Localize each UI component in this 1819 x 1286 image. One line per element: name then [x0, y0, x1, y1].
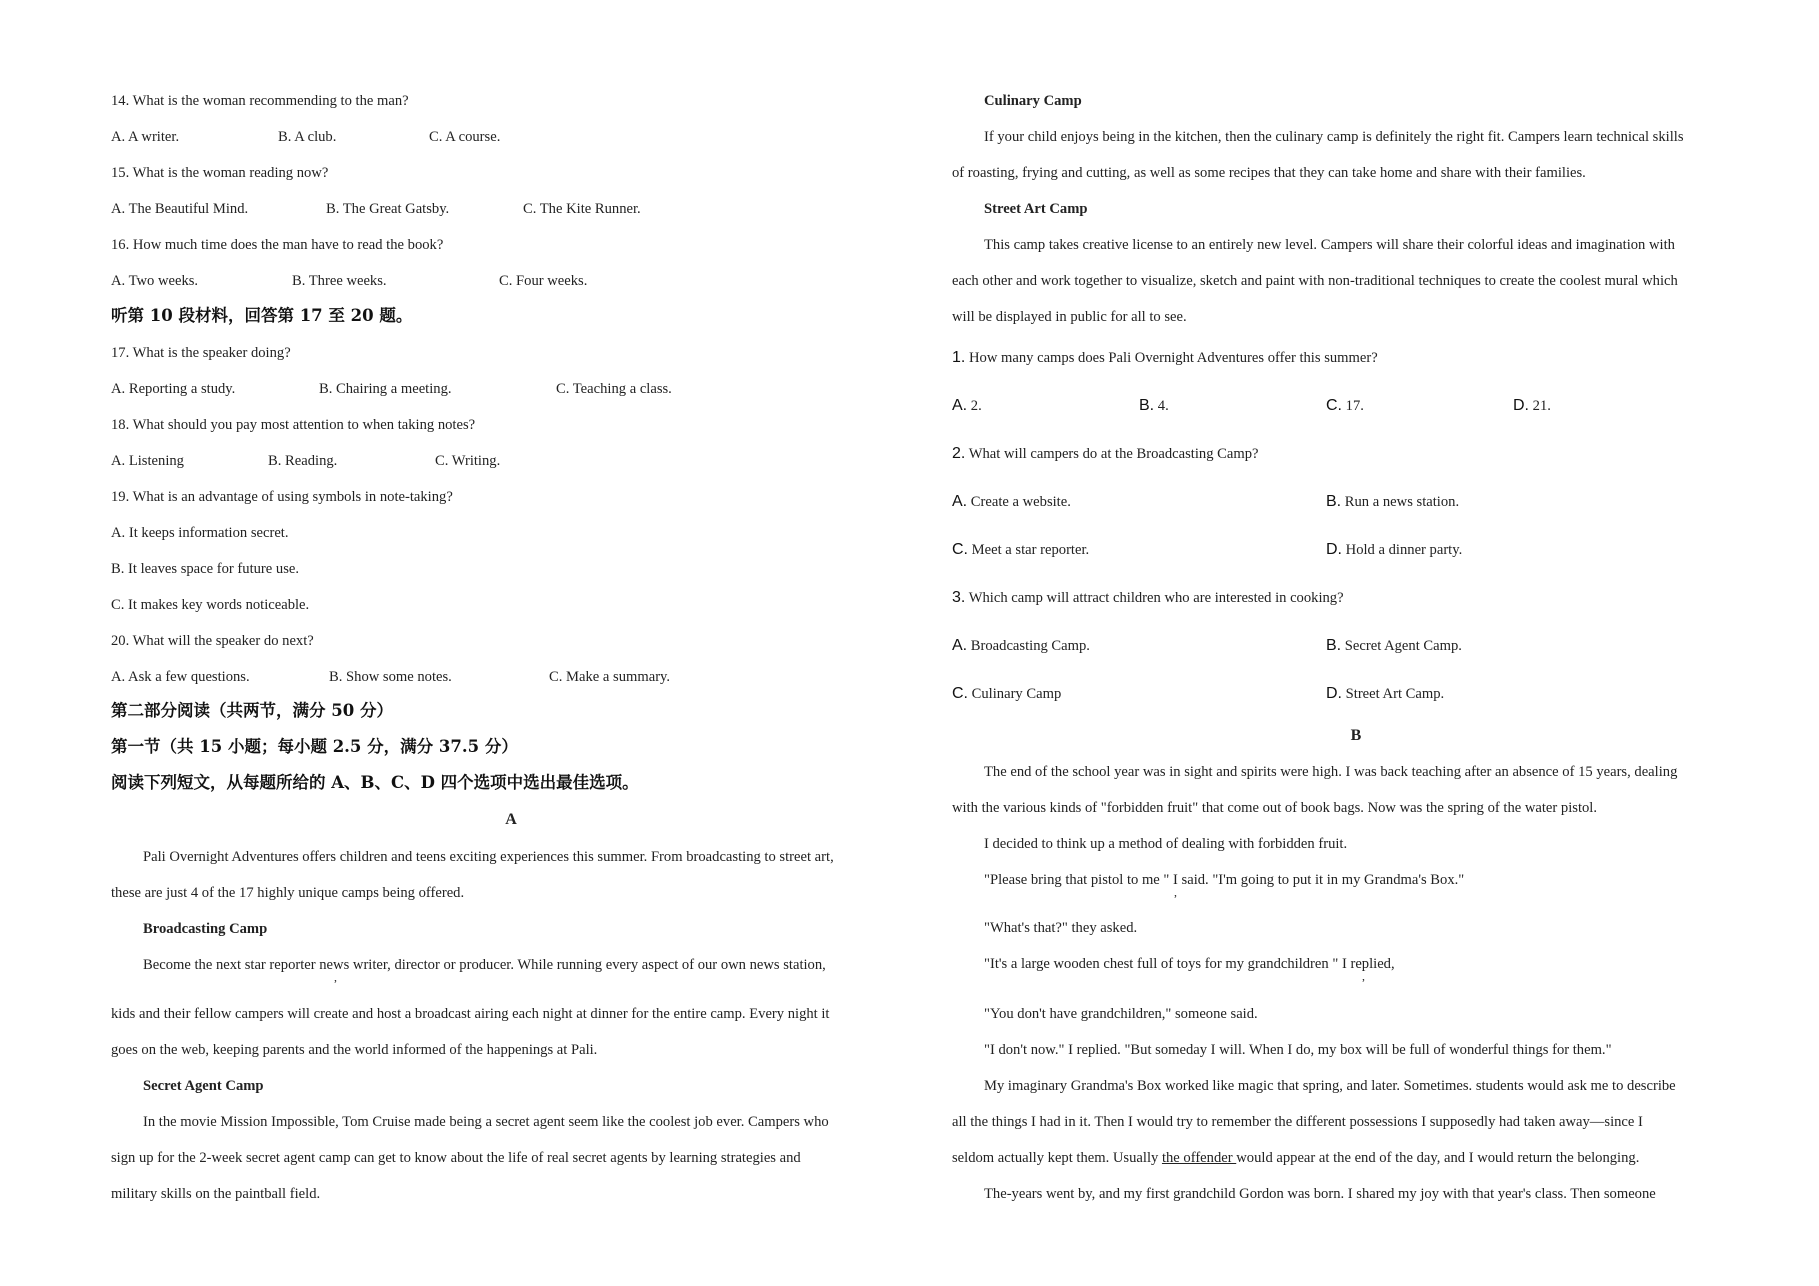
option-d: D. Street Art Camp. [1326, 685, 1445, 702]
broadcasting-line-3: goes on the web, keeping parents and the world informed of the happenings at Pali. [111, 1042, 598, 1058]
question-text: How many camps does Pali Overnight Adventures offer this summer? [969, 350, 1378, 366]
secret-agent-line-1: In the movie Mission Impossible, Tom Cruise made being a secret agent seem like the coolest job ever. Campers who [143, 1114, 829, 1130]
passage-b-line-3: I decided to think up a method of dealing with forbidden fruit. [984, 836, 1348, 852]
reading-instruction: 阅读下列短文，从每题所给的 A、B、C、D 四个选项中选出最佳选项。 [111, 773, 639, 792]
passage-b-line-11: seldom actually kept them. Usually the offender would appear at the end of the day, and I would return the belonging. [952, 1150, 1640, 1166]
question-19-option-a: A. It keeps information secret. [111, 525, 289, 541]
street-art-line-1: This camp takes creative license to an entirely new level. Campers will share their colorful ideas and imagination with [984, 237, 1675, 253]
option-b: B. Chairing a meeting. [319, 381, 452, 397]
secret-agent-line-2: sign up for the 2-week secret agent camp can get to know about the life of real secret agents by learning strategies and [111, 1150, 801, 1166]
stray-comma: , [334, 970, 337, 984]
option-a: A. Broadcasting Camp. [952, 637, 1090, 654]
broadcasting-camp-title: Broadcasting Camp [143, 921, 268, 937]
question-1 [952, 349, 1378, 367]
secret-agent-line-3: military skills on the paintball field. [111, 1186, 321, 1202]
option-b: B. Reading. [268, 453, 338, 469]
passage-a-intro-line-2: these are just 4 of the 17 highly unique camps being offered. [111, 885, 465, 901]
question-14: 14. What is the woman recommending to the man? [111, 93, 409, 109]
broadcasting-line-1: Become the next star reporter news writer, director or producer. While running every aspect of our own news station, [143, 957, 826, 973]
option-c: C. Meet a star reporter. [952, 541, 1090, 558]
secret-agent-camp-title: Secret Agent Camp [143, 1078, 264, 1094]
option-c: C. Make a summary. [549, 669, 671, 685]
option-b: B. A club. [278, 129, 337, 145]
underlined-phrase: the offender [1161, 1150, 1237, 1166]
question-2 [952, 445, 1259, 463]
question-15: 15. What is the woman reading now? [111, 165, 329, 181]
option-d: D. Hold a dinner party. [1326, 541, 1463, 558]
passage-b-line-7: "You don't have grandchildren," someone said. [984, 1006, 1258, 1022]
question-3 [952, 589, 1344, 607]
passage-b-line-8: "I don't now." I replied. "But someday I will. When I do, my box will be full of wonderful things for them." [984, 1042, 1612, 1058]
question-number: 1. [952, 349, 966, 366]
question-19-option-b: B. It leaves space for future use. [111, 561, 300, 577]
question-19: 19. What is an advantage of using symbols in note-taking? [111, 489, 453, 505]
option-a: A. 2. [952, 397, 982, 414]
option-b: B. Run a news station. [1326, 493, 1460, 510]
passage-a-title: A [505, 811, 517, 828]
option-b: B. Secret Agent Camp. [1326, 637, 1462, 654]
question-20: 20. What will the speaker do next? [111, 633, 314, 649]
section-10-heading: 听第 10 段材料，回答第 17 至 20 题。 [111, 306, 413, 325]
option-b: B. Three weeks. [292, 273, 387, 289]
broadcasting-line-2: kids and their fellow campers will create and host a broadcast airing each night at dinner for the entire camp. Every night it [111, 1006, 830, 1022]
stray-comma: , [1174, 885, 1177, 899]
passage-b-line-9: My imaginary Grandma's Box worked like magic that spring, and later. Sometimes. students would ask me to describe [984, 1078, 1676, 1094]
option-b: B. Show some notes. [329, 669, 452, 685]
passage-b-line-12: The-years went by, and my first grandchild Gordon was born. I shared my joy with that year's class. Then someone [984, 1186, 1656, 1202]
street-art-camp-title: Street Art Camp [984, 201, 1088, 217]
passage-b-line-1: The end of the school year was in sight and spirits were high. I was back teaching after an absence of 15 years, dealing [984, 764, 1678, 780]
option-a: A. Create a website. [952, 493, 1071, 510]
question-text: What will campers do at the Broadcasting Camp? [968, 446, 1259, 462]
passage-b-line-4: "Please bring that pistol to me " I said. "I'm going to put it in my Grandma's Box." [984, 872, 1465, 888]
section-1-heading: 第一节（共 15 小题；每小题 2.5 分，满分 37.5 分） [111, 737, 518, 756]
option-a: A. Listening [111, 453, 184, 469]
option-b: B. 4. [1139, 397, 1169, 414]
option-b: B. The Great Gatsby. [326, 201, 450, 217]
passage-b-line-10: all the things I had in it. Then I would try to remember the different possessions I supposedly had taken away—since I [952, 1114, 1643, 1130]
option-d: D. 21. [1513, 397, 1551, 414]
street-art-line-3: will be displayed in public for all to see. [952, 309, 1187, 325]
option-a: A. Two weeks. [111, 273, 199, 289]
stray-comma: , [1362, 969, 1365, 983]
culinary-line-1: If your child enjoys being in the kitchen, then the culinary camp is definitely the right fit. Campers learn technical skills [984, 129, 1684, 145]
passage-b-line-2: with the various kinds of "forbidden fruit" that come out of book bags. Now was the spring of the water pistol. [952, 800, 1598, 816]
question-number: 3. [952, 589, 966, 606]
question-17: 17. What is the speaker doing? [111, 345, 291, 361]
street-art-line-2: each other and work together to visualize, sketch and paint with non-traditional techniques to create the coolest mural which [952, 273, 1678, 289]
question-18: 18. What should you pay most attention to when taking notes? [111, 417, 476, 433]
option-c: C. 17. [1326, 397, 1364, 414]
option-c: C. The Kite Runner. [523, 201, 641, 217]
part-2-heading: 第二部分阅读（共两节，满分 50 分） [111, 701, 393, 720]
option-a: A. Ask a few questions. [111, 669, 250, 685]
option-c: C. Teaching a class. [556, 381, 672, 397]
passage-a-intro-line-1: Pali Overnight Adventures offers children and teens exciting experiences this summer. From broadcasting to street art, [143, 849, 834, 865]
question-number: 2. [952, 445, 966, 462]
question-16: 16. How much time does the man have to read the book? [111, 237, 444, 253]
passage-b-title: B [1350, 727, 1362, 744]
option-c: C. Four weeks. [499, 273, 588, 289]
question-text: Which camp will attract children who are interested in cooking? [968, 590, 1344, 606]
option-a: A. A writer. [111, 129, 180, 145]
option-c: C. Writing. [435, 453, 501, 469]
passage-b-line-6: "It's a large wooden chest full of toys for my grandchildren " I replied, [984, 956, 1395, 972]
culinary-camp-title: Culinary Camp [984, 93, 1082, 109]
option-c: C. A course. [429, 129, 501, 145]
option-c: C. Culinary Camp [952, 685, 1062, 702]
question-19-option-c: C. It makes key words noticeable. [111, 597, 310, 613]
passage-b-line-5: "What's that?" they asked. [984, 920, 1138, 936]
option-a: A. The Beautiful Mind. [111, 201, 249, 217]
culinary-line-2: of roasting, frying and cutting, as well as some recipes that they can take home and share with their families. [952, 165, 1586, 181]
option-a: A. Reporting a study. [111, 381, 236, 397]
